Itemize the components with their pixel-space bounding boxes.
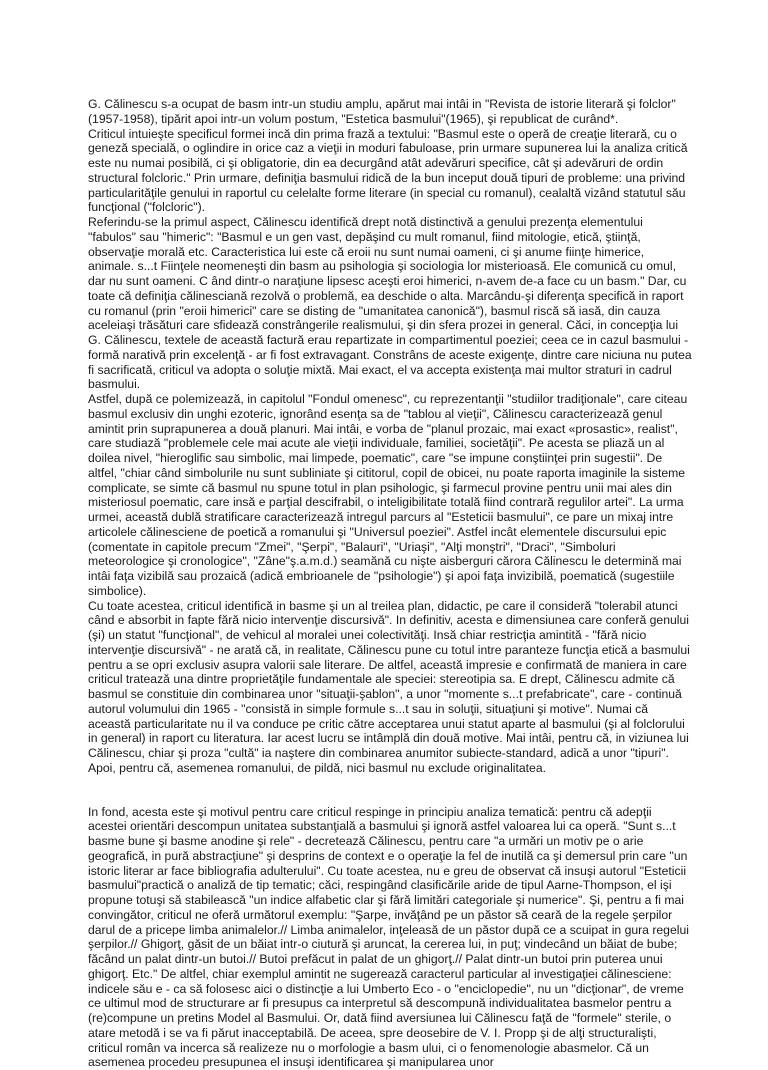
paragraph-fabulous: Referindu-se la primul aspect, Călinescu identifică drept notă distinctivă a genului prezenţa elementului "fabulos" sau "himeric": "Basmul e un gen vast, depăşind cu mult romanul, fiind mitologie, etică, ştiinţă, observaţie morală etc. Caracteristica lui este că eroii nu sunt numai oameni, ci şi anume fiinţe himerice, animale. s...t Fiinţele neomeneşti din basm au psihologia şi sociologia lor misterioasă. Ele comunică cu omul, dar nu sunt oameni. C ând dintr-o naraţiune lipsesc aceşti eroi himerici, n-avem de-a face cu un basm." Dar, cu toate că definiţia călinesciană rezolvă o problemă, ea deschide o alta. Marcându-şi diferenţa specifică in raport cu romanul (prin "eroii himerici" care se disting de "umanitatea canonică"), basmul riscă să iasă, din cauza aceleiaşi trăsături care sfidează constrângerile realismului, şi din sfera prozei in general. Căci, in concepţia lui G. Călinescu, textele de această factură erau repartizate in compartimentul poeziei; ceea ce in cazul basmului - formă narativă prin excelenţă - ar fi fost extravagant. Constrâns de aceste exigenţe, dintre care niciuna nu putea fi sacrificată, criticul va adopta o soluţie mixtă. Mai exact, el va accepta existenţa mai multor straturi in cadrul basmului.: [88, 215, 692, 392]
document-page: [88, 97, 692, 1070]
paragraph-third-plane: Cu toate acestea, criticul identifică in basme şi un al treilea plan, didactic, pe care il consideră "tolerabil atunci când e absorbit in fapte fără nicio intervenţie discursivă". In definitiv, acesta e dimensiunea care conferă genului (şi) un statut "funcţional", de vehicul al moralei unei colectivităţi. Insă chiar restricţia amintită - "fără nicio intervenţie discursivă" - ne arată că, in realitate, Călinescu pune cu totul intre paranteze funcţia etică a basmului pentru a se opri exclusiv asupra valorii sale literare. De altfel, această impresie e confirmată de maniera in care criticul tratează una dintre proprietăţile fundamentale ale speciei: stereotipia sa. E drept, Călinescu admite că basmul se constituie din combinarea unor "situaţii-şablon", a unor "momente s...t prefabricate", care - continuă autorul volumului din 1965 - "consistă in simple formule s...t sau in soluţii, situaţiuni şi motive". Numai că această particularitate nu il va conduce pe critic către acceptarea unui statut aparte al basmului (şi al folclorului in general) in raport cu literatura. Iar acest lucru se intâmplă din două motive. Mai intâi, pentru că, in viziunea lui Călinescu, chiar şi proza "cultă" ia naştere din combinarea anumitor subiecte-standard, adică a unor "tipuri". Apoi, pentru că, asemenea romanului, de pildă, nici basmul nu exclude originalitatea.: [88, 599, 692, 776]
paragraph-two-planes: Astfel, după ce polemizează, in capitolul "Fondul omenesc", cu reprezentanţii "studiilor tradiţionale", care citeau basmul exclusiv din unghi ezoteric, ignorând esenţa sa de "tablou al vieţii", Călinescu caracterizează genul amintit prin suprapunerea a două planuri. Mai intâi, e vorba de "planul prozaic, mai exact «prosastic», realist", care studiază "problemele cele mai acute ale vieţii individuale, familiei, societăţii". Pe acesta se pliază un al doilea nivel, "hieroglific sau simbolic, mai limpede, poematic", care "se impune conştiinţei prin sugestii". De altfel, "chiar când simbolurile nu sunt subliniate şi cititorul, copil de obicei, nu poate raporta imaginile la sisteme complicate, se simte că basmul nu spune totul in plan psihologic, şi farmecul provine pentru unii mai ales din misteriosul poematic, care insă e parţial descifrabil, o inteligibilitate totală fiind contrară regulilor artei". La urma urmei, această dublă stratificare caracterizează intregul parcurs al "Esteticii basmului", ce pare un mixaj intre articolele călinesciene de poetică a romanului şi "Universul poeziei". Astfel incât elementele discursului epic (comentate in capitole precum "Zmei", "Şerpi", "Balauri", "Uriaşi", "Alţi monştri", "Draci", "Simboluri meteorologice şi cronologice", "Zâne"ş.a.m.d.) seamănă cu nişte aisberguri cărora Călinescu le determină mai intâi faţa vizibilă sau prozaică (adică embrioanele de "psihologie") şi apoi faţa invizibilă, poematică (sugestiile simbolice).: [88, 392, 692, 599]
paragraph-intro: G. Călinescu s-a ocupat de basm intr-un studiu amplu, apărut mai intâi in "Revista de istorie literară şi folclor"(1957-1958), tipărit apoi intr-un volum postum, "Estetica basmului"(1965), şi republicat de curând*.: [88, 97, 692, 127]
paragraph-thematic-analysis: In fond, acesta este şi motivul pentru care criticul respinge in principiu analiza tematică: pentru că adepţii acestei orientări descompun unitatea substanţială a basmului şi ignoră astfel valoarea lui ca operă. "Sunt s...t basme bune şi basme anodine şi rele" - decretează Călinescu, pentru care "a urmări un motiv pe o arie geografică, in pură abstracţiune" şi desprins de context e o operaţie la fel de inutilă ca şi demersul prin care "un istoric literar ar face bibliografia adulterului". Cu toate acestea, nu e greu de observat că insuşi autorul "Esteticii basmului"practică o analiză de tip tematic; căci, respingând clasificările aride de tipul Aarne-Thompson, el işi propune totuşi să stabilească "un indice alfabetic clar şi fără limitări categoriale şi numerice". Şi, pentru a fi mai convingător, criticul ne oferă următorul exemplu: "Şarpe, invăţând pe un păstor să ceară de la regele şerpilor darul de a pricepe limba animalelor.// Limba animalelor, inţeleasă de un păstor după ce a scuipat in gura regelui şerpilor.// Ghigorţ, găsit de un băiat intr-o ciutură şi aruncat, la cererea lui, in puţ; vindecând un băiat de bube; făcând un palat dintr-un butoi.// Butoi prefăcut in palat de un ghigorţ.// Palat dintr-un butoi prin puterea unui ghigorţ. Etc." De altfel, chiar exemplul amintit ne sugerează caracterul particular al investigaţiei călinesciene: indicele său e - ca să folosesc aici o distincţie a lui Umberto Eco - o "enciclopedie", nu un "dicţionar", de vreme ce ultimul mod de structurare ar fi presupus ca interpretul să descompună individualitatea basmelor pentru a (re)compune un pretins Model al Basmului. Or, dată fiind aversiunea lui Călinescu faţă de "formele" sterile, o atare metodă i se va fi părut inacceptabilă. De aceea, spre deosebire de V. I. Propp şi de alţi structuralişti, criticul român va incerca să realizeze nu o morfologie a basm ului, ci o fenomenologie abasmelor. Că un asemenea procedeu presupunea el insuşi identificarea şi manipularea unor: [88, 805, 692, 1070]
section-gap: [88, 776, 692, 805]
paragraph-definition: Criticul intuieşte specificul formei incă din prima frază a textului: "Basmul este o operă de creaţie literară, cu o geneză specială, o oglindire in orice caz a vieţii in moduri fabuloase, prin urmare supunerea lui la analiza critică este nu numai posibilă, ci şi obligatorie, din ea decurgând atât adevăruri specifice, cât şi adevăruri de ordin structural folcloric." Prin urmare, definiţia basmului ridică de la bun inceput două tipuri de probleme: una privind particularităţile genului in raportul cu celelalte forme literare (in special cu romanul), cealaltă vizând statutul său funcţional ("folcloric").: [88, 127, 692, 216]
